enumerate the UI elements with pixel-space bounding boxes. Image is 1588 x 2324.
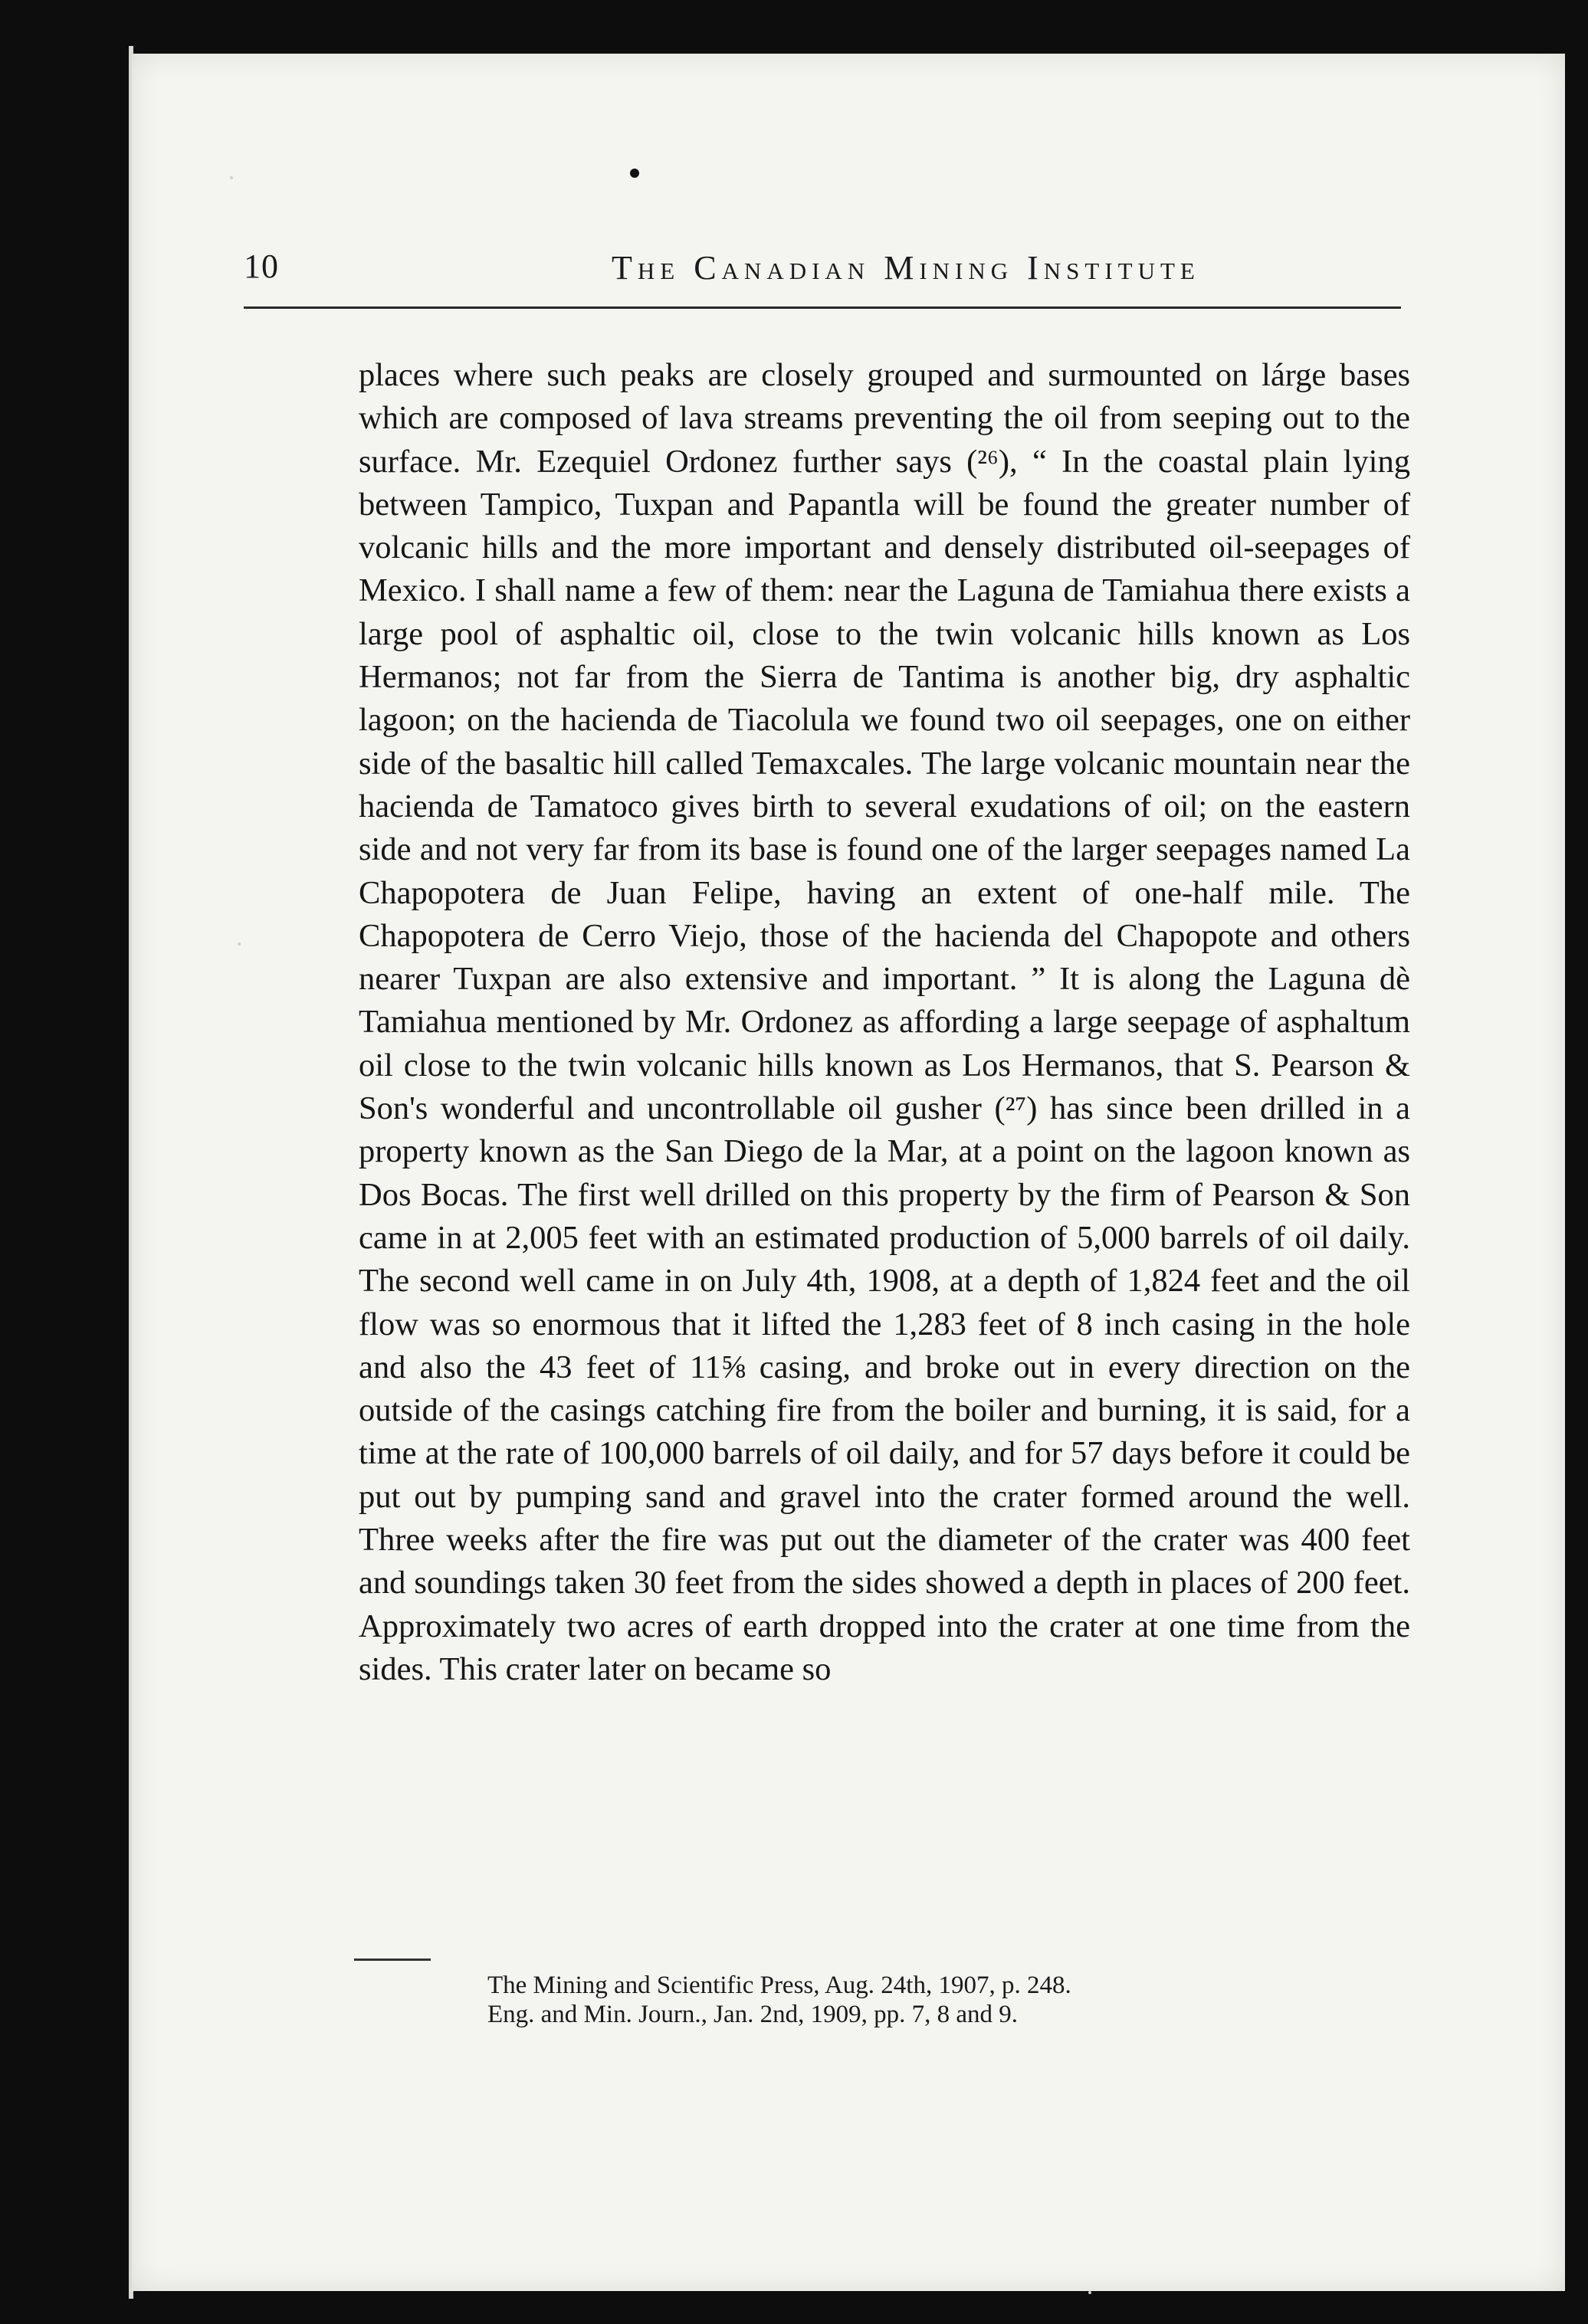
header-rule — [244, 306, 1401, 309]
page-header — [244, 247, 1401, 293]
footnote-26: The Mining and Scientific Press, Aug. 24th, 1907, p. 248. — [487, 1972, 1071, 1999]
page-number: 10 — [244, 247, 279, 285]
footnote-27: Eng. and Min. Journ., Jan. 2nd, 1909, pp. 7, 8 and 9. — [487, 2001, 1019, 2028]
scan-speck — [238, 942, 241, 946]
printer-mark — [630, 169, 639, 178]
scan-speck — [1088, 2291, 1091, 2294]
running-title: The Canadian Mining Institute — [612, 249, 1200, 287]
scan-speck — [230, 176, 233, 179]
footnotes — [487, 1971, 1392, 2029]
body-paragraph: places where such peaks are closely grouped and surmounted on lárge bases which are composed of lava streams preventing the oil from seeping out to the surface. Mr. Ezequiel Ordonez further says (²⁶), “ In the coastal plain lying between Tampico, Tuxpan and Papantla will be found the greater number of volcanic hills and the more important and densely distributed oil-seepages of Mexico. I shall name a few of them: near the Laguna de Tamiahua there exists a large pool of asphaltic oil, close to the twin volcanic hills known as Los Hermanos; not far from the Sierra de Tantima is another big, dry asphaltic lagoon; on the hacienda de Tiacolula we found two oil seepages, one on either side of the basaltic hill called Temaxcales. The large volcanic mountain near the hacienda de Tamatoco gives birth to several exudations of oil; on the eastern side and not very far from its base is found one of the larger seepages named La Chapopotera de Juan Felipe, having an extent of one-half mile. The Chapopotera de Cerro Viejo, those of the hacienda del Chapopote and others nearer Tuxpan are also extensive and important. ” It is along the Laguna dè Tamiahua mentioned by Mr. Ordonez as affording a large seepage of asphaltum oil close to the twin volcanic hills known as Los Hermanos, that S. Pearson & Son's wonderful and uncontrollable oil gusher (²⁷) has since been drilled in a property known as the San Diego de la Mar, at a point on the lagoon known as Dos Bocas. The first well drilled on this property by the firm of Pearson & Son came in at 2,005 feet with an estimated production of 5,000 barrels of oil daily. The second well came in on July 4th, 1908, at a depth of 1,824 feet and the oil flow was so enormous that it lifted the 1,283 feet of 8 inch casing in the hole and also the 43 feet of 11⅝ casing, and broke out in every direction on the outside of the casings catching fire from the boiler and burning, it is said, for a time at the rate of 100,000 barrels of oil daily, and for 57 days before it could be put out by pumping sand and gravel into the crater formed around the well. Three weeks after the fire was put out the diameter of the crater was 400 feet and soundings taken 30 feet from the sides showed a depth in places of 200 feet. Approximately two acres of earth dropped into the crater at one time from the sides. This crater later on became so — [359, 357, 1410, 1687]
footnote-rule — [354, 1959, 431, 1961]
